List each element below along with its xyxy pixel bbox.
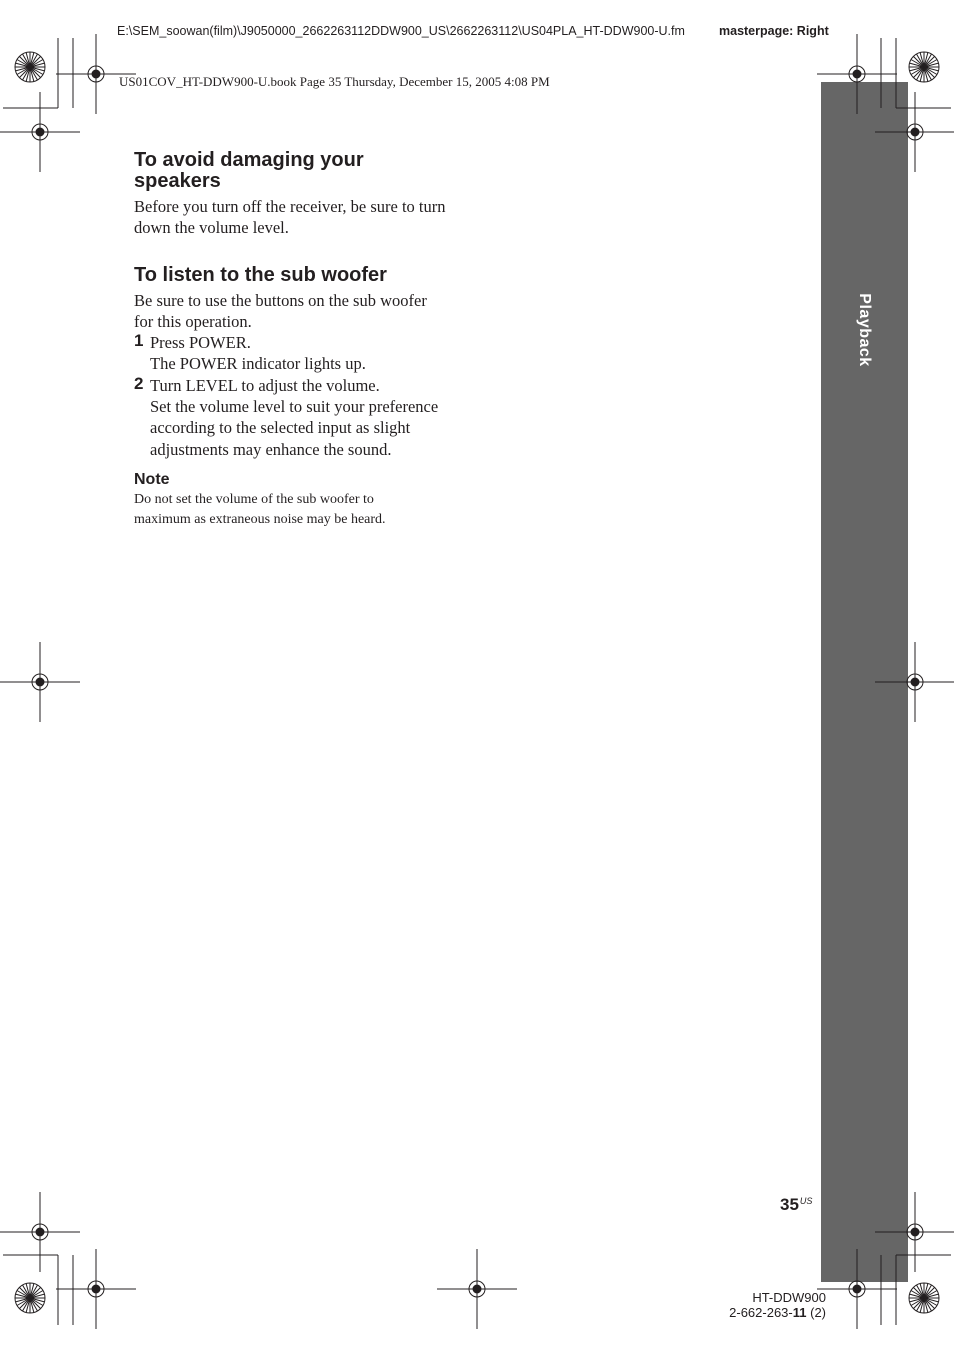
page-number-suffix: US xyxy=(799,1196,813,1206)
page-number-value: 35 xyxy=(780,1195,799,1214)
book-info-line: US01COV_HT-DDW900-U.book Page 35 Thursday, December 15, 2005 4:08 PM xyxy=(119,74,550,89)
step-detail: according to the selected input as slight xyxy=(150,418,411,438)
side-tab-label: Playback xyxy=(856,293,873,367)
step-detail: The POWER indicator lights up. xyxy=(150,354,366,374)
masterpage-label: masterpage: Right xyxy=(719,24,829,38)
part-number-bold: 11 xyxy=(792,1305,807,1320)
part-number-suffix: (2) xyxy=(806,1305,826,1320)
step-action: Turn LEVEL to adjust the volume. xyxy=(150,376,380,395)
part-number-prefix: 2-662-263- xyxy=(729,1305,793,1320)
note-line: Do not set the volume of the sub woofer to xyxy=(134,492,374,507)
body-line: for this operation. xyxy=(134,312,252,332)
heading-line: To avoid damaging your xyxy=(134,149,364,171)
body-line: down the volume level. xyxy=(134,218,289,238)
step-detail: Set the volume level to suit your preference xyxy=(150,397,439,417)
step-number: 1 xyxy=(134,331,144,350)
step-detail: adjustments may enhance the sound. xyxy=(150,439,392,459)
body-line: Be sure to use the buttons on the sub woofer xyxy=(134,291,427,310)
note-line: maximum as extraneous noise may be heard. xyxy=(134,512,386,527)
step-action: Press POWER. xyxy=(150,333,251,352)
model-name: HT-DDW900 xyxy=(752,1290,826,1305)
step-number: 2 xyxy=(134,374,144,393)
section-heading-sub-woofer: To listen to the sub woofer xyxy=(134,264,387,286)
file-path-header: E:\SEM_soowan(film)\J9050000_2662263112DDW900_US\2662263112\US04PLA_HT-DDW900-U.fm xyxy=(117,24,685,38)
note-heading: Note xyxy=(134,471,170,488)
body-line: Before you turn off the receiver, be sure to turn xyxy=(134,197,446,216)
heading-line: speakers xyxy=(134,170,221,192)
